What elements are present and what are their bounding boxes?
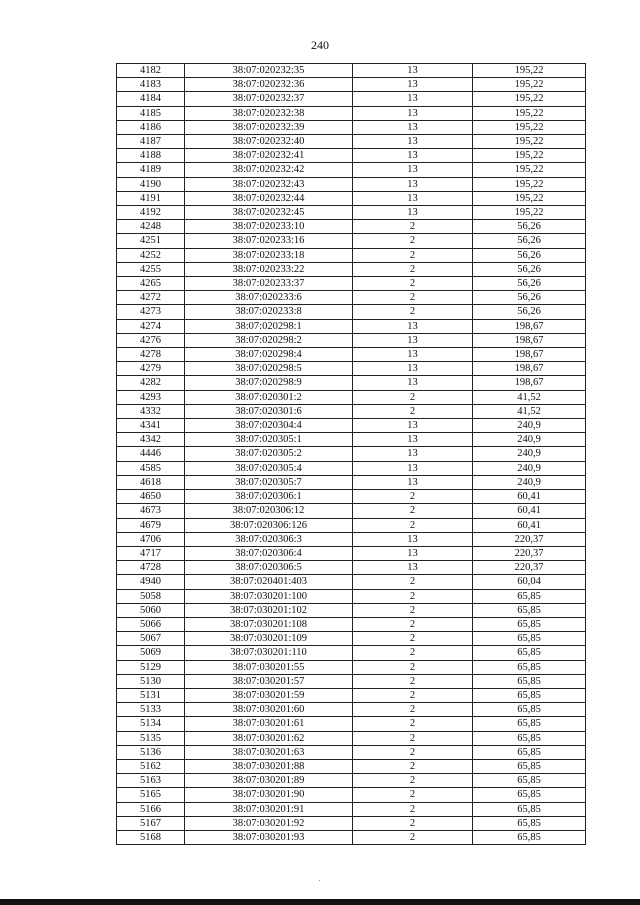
cadastral-number-cell: 38:07:030201:55 — [185, 660, 353, 674]
table-row — [117, 816, 586, 830]
count-cell: 13 — [353, 546, 473, 560]
count-cell: 13 — [353, 475, 473, 489]
value-cell: 60,41 — [473, 518, 586, 532]
table-row — [117, 291, 586, 305]
cadastral-number-cell: 38:07:030201:90 — [185, 788, 353, 802]
table-row — [117, 561, 586, 575]
cadastral-number-cell: 38:07:030201:110 — [185, 646, 353, 660]
value-cell: 60,04 — [473, 575, 586, 589]
value-cell: 56,26 — [473, 262, 586, 276]
cadastral-number-cell: 38:07:020298:2 — [185, 333, 353, 347]
row-number-cell: 4273 — [117, 305, 185, 319]
table-row — [117, 248, 586, 262]
count-cell: 13 — [353, 461, 473, 475]
cadastral-number-cell: 38:07:030201:57 — [185, 674, 353, 688]
table-row — [117, 703, 586, 717]
count-cell: 13 — [353, 433, 473, 447]
table-row — [117, 447, 586, 461]
cadastral-number-cell: 38:07:020233:37 — [185, 277, 353, 291]
value-cell: 198,67 — [473, 348, 586, 362]
cadastral-number-cell: 38:07:020232:38 — [185, 106, 353, 120]
count-cell: 13 — [353, 149, 473, 163]
value-cell: 56,26 — [473, 305, 586, 319]
row-number-cell: 4706 — [117, 532, 185, 546]
cadastral-number-cell: 38:07:020232:42 — [185, 163, 353, 177]
count-cell: 2 — [353, 291, 473, 305]
row-number-cell: 4265 — [117, 277, 185, 291]
table-row — [117, 149, 586, 163]
count-cell: 2 — [353, 788, 473, 802]
table-row — [117, 376, 586, 390]
table-row — [117, 106, 586, 120]
value-cell: 240,9 — [473, 433, 586, 447]
row-number-cell: 4182 — [117, 64, 185, 78]
count-cell: 13 — [353, 191, 473, 205]
cadastral-number-cell: 38:07:020233:10 — [185, 220, 353, 234]
cadastral-number-cell: 38:07:020232:37 — [185, 92, 353, 106]
row-number-cell: 5166 — [117, 802, 185, 816]
table-row — [117, 319, 586, 333]
value-cell: 195,22 — [473, 191, 586, 205]
count-cell: 2 — [353, 305, 473, 319]
count-cell: 2 — [353, 220, 473, 234]
table-row — [117, 646, 586, 660]
value-cell: 56,26 — [473, 277, 586, 291]
value-cell: 195,22 — [473, 92, 586, 106]
count-cell: 13 — [353, 561, 473, 575]
row-number-cell: 5131 — [117, 688, 185, 702]
count-cell: 13 — [353, 120, 473, 134]
value-cell: 56,26 — [473, 220, 586, 234]
row-number-cell: 4728 — [117, 561, 185, 575]
cadastral-number-cell: 38:07:020233:8 — [185, 305, 353, 319]
value-cell: 65,85 — [473, 646, 586, 660]
row-number-cell: 4446 — [117, 447, 185, 461]
count-cell: 2 — [353, 603, 473, 617]
count-cell: 13 — [353, 135, 473, 149]
value-cell: 65,85 — [473, 688, 586, 702]
cadastral-number-cell: 38:07:020306:12 — [185, 504, 353, 518]
value-cell: 240,9 — [473, 419, 586, 433]
table-row — [117, 78, 586, 92]
table-row — [117, 348, 586, 362]
row-number-cell: 4585 — [117, 461, 185, 475]
row-number-cell: 4293 — [117, 390, 185, 404]
cadastral-number-cell: 38:07:020304:4 — [185, 419, 353, 433]
count-cell: 13 — [353, 532, 473, 546]
count-cell: 2 — [353, 802, 473, 816]
row-number-cell: 5129 — [117, 660, 185, 674]
cadastral-number-cell: 38:07:030201:88 — [185, 759, 353, 773]
row-number-cell: 5135 — [117, 731, 185, 745]
table-row — [117, 404, 586, 418]
row-number-cell: 5162 — [117, 759, 185, 773]
cadastral-number-cell: 38:07:020233:22 — [185, 262, 353, 276]
value-cell: 198,67 — [473, 319, 586, 333]
table-row — [117, 206, 586, 220]
table-row — [117, 745, 586, 759]
table-row — [117, 788, 586, 802]
row-number-cell: 4187 — [117, 135, 185, 149]
table-row — [117, 333, 586, 347]
table-row — [117, 674, 586, 688]
table-row — [117, 603, 586, 617]
row-number-cell: 4252 — [117, 248, 185, 262]
count-cell: 2 — [353, 575, 473, 589]
row-number-cell: 4186 — [117, 120, 185, 134]
table-row — [117, 362, 586, 376]
value-cell: 65,85 — [473, 774, 586, 788]
count-cell: 13 — [353, 64, 473, 78]
value-cell: 65,85 — [473, 802, 586, 816]
row-number-cell: 4679 — [117, 518, 185, 532]
cadastral-number-cell: 38:07:030201:109 — [185, 632, 353, 646]
cadastral-number-cell: 38:07:020232:40 — [185, 135, 353, 149]
table-row — [117, 305, 586, 319]
table-row — [117, 191, 586, 205]
cadastral-number-cell: 38:07:020233:16 — [185, 234, 353, 248]
row-number-cell: 5066 — [117, 617, 185, 631]
cadastral-number-cell: 38:07:030201:91 — [185, 802, 353, 816]
table-row — [117, 177, 586, 191]
table-row — [117, 632, 586, 646]
value-cell: 65,85 — [473, 632, 586, 646]
value-cell: 198,67 — [473, 362, 586, 376]
row-number-cell: 4673 — [117, 504, 185, 518]
count-cell: 2 — [353, 646, 473, 660]
table-row — [117, 475, 586, 489]
value-cell: 65,85 — [473, 617, 586, 631]
page-number: 240 — [311, 38, 329, 52]
count-cell: 2 — [353, 816, 473, 830]
cadastral-number-cell: 38:07:020298:1 — [185, 319, 353, 333]
table-row — [117, 774, 586, 788]
cadastral-number-cell: 38:07:030201:63 — [185, 745, 353, 759]
table-row — [117, 163, 586, 177]
cadastral-number-cell: 38:07:030201:59 — [185, 688, 353, 702]
table-row — [117, 546, 586, 560]
table-row — [117, 490, 586, 504]
cadastral-number-cell: 38:07:030201:108 — [185, 617, 353, 631]
table-row — [117, 830, 586, 844]
table-body — [117, 64, 586, 845]
count-cell: 2 — [353, 745, 473, 759]
count-cell: 2 — [353, 504, 473, 518]
cadastral-number-cell: 38:07:020301:2 — [185, 390, 353, 404]
table-row — [117, 575, 586, 589]
cadastral-number-cell: 38:07:020232:41 — [185, 149, 353, 163]
table-row — [117, 433, 586, 447]
value-cell: 65,85 — [473, 816, 586, 830]
table-row — [117, 731, 586, 745]
cadastral-number-cell: 38:07:020306:1 — [185, 490, 353, 504]
count-cell: 2 — [353, 660, 473, 674]
row-number-cell: 5165 — [117, 788, 185, 802]
value-cell: 56,26 — [473, 248, 586, 262]
cadastral-number-cell: 38:07:020401:403 — [185, 575, 353, 589]
value-cell: 195,22 — [473, 64, 586, 78]
table-row — [117, 419, 586, 433]
row-number-cell: 4332 — [117, 404, 185, 418]
row-number-cell: 4274 — [117, 319, 185, 333]
cadastral-number-cell: 38:07:020306:5 — [185, 561, 353, 575]
row-number-cell: 4251 — [117, 234, 185, 248]
row-number-cell: 4618 — [117, 475, 185, 489]
cadastral-number-cell: 38:07:020232:39 — [185, 120, 353, 134]
cadastral-number-cell: 38:07:030201:92 — [185, 816, 353, 830]
cadastral-number-cell: 38:07:020232:36 — [185, 78, 353, 92]
count-cell: 13 — [353, 319, 473, 333]
row-number-cell: 4255 — [117, 262, 185, 276]
value-cell: 65,85 — [473, 759, 586, 773]
cadastral-number-cell: 38:07:030201:100 — [185, 589, 353, 603]
cadastral-number-cell: 38:07:020305:1 — [185, 433, 353, 447]
count-cell: 2 — [353, 674, 473, 688]
table-row — [117, 390, 586, 404]
value-cell: 41,52 — [473, 404, 586, 418]
cadastral-number-cell: 38:07:020233:18 — [185, 248, 353, 262]
row-number-cell: 5136 — [117, 745, 185, 759]
table-row — [117, 92, 586, 106]
cadastral-number-cell: 38:07:020232:44 — [185, 191, 353, 205]
cadastral-number-cell: 38:07:030201:102 — [185, 603, 353, 617]
value-cell: 240,9 — [473, 447, 586, 461]
count-cell: 2 — [353, 688, 473, 702]
cadastral-number-cell: 38:07:020298:4 — [185, 348, 353, 362]
count-cell: 13 — [353, 376, 473, 390]
table-row — [117, 532, 586, 546]
value-cell: 195,22 — [473, 120, 586, 134]
count-cell: 13 — [353, 92, 473, 106]
value-cell: 240,9 — [473, 475, 586, 489]
count-cell: 13 — [353, 163, 473, 177]
row-number-cell: 4342 — [117, 433, 185, 447]
value-cell: 60,41 — [473, 490, 586, 504]
table-row — [117, 759, 586, 773]
cadastral-number-cell: 38:07:030201:93 — [185, 830, 353, 844]
cadastral-number-cell: 38:07:020232:43 — [185, 177, 353, 191]
value-cell: 65,85 — [473, 745, 586, 759]
cadastral-number-cell: 38:07:020305:4 — [185, 461, 353, 475]
row-number-cell: 4279 — [117, 362, 185, 376]
value-cell: 65,85 — [473, 660, 586, 674]
value-cell: 195,22 — [473, 149, 586, 163]
cadastral-number-cell: 38:07:020306:3 — [185, 532, 353, 546]
value-cell: 60,41 — [473, 504, 586, 518]
count-cell: 13 — [353, 106, 473, 120]
cadastral-number-cell: 38:07:020301:6 — [185, 404, 353, 418]
cadastral-number-cell: 38:07:020306:126 — [185, 518, 353, 532]
count-cell: 13 — [353, 447, 473, 461]
count-cell: 2 — [353, 731, 473, 745]
count-cell: 13 — [353, 206, 473, 220]
row-number-cell: 4183 — [117, 78, 185, 92]
count-cell: 2 — [353, 589, 473, 603]
count-cell: 13 — [353, 333, 473, 347]
value-cell: 65,85 — [473, 717, 586, 731]
table-row — [117, 461, 586, 475]
value-cell: 220,37 — [473, 546, 586, 560]
row-number-cell: 5130 — [117, 674, 185, 688]
value-cell: 198,67 — [473, 376, 586, 390]
cadastral-number-cell: 38:07:030201:60 — [185, 703, 353, 717]
value-cell: 240,9 — [473, 461, 586, 475]
value-cell: 65,85 — [473, 674, 586, 688]
data-table-container — [116, 63, 585, 845]
cadastral-number-cell: 38:07:020306:4 — [185, 546, 353, 560]
count-cell: 2 — [353, 759, 473, 773]
value-cell: 195,22 — [473, 206, 586, 220]
row-number-cell: 4276 — [117, 333, 185, 347]
count-cell: 2 — [353, 234, 473, 248]
row-number-cell: 4248 — [117, 220, 185, 234]
value-cell: 56,26 — [473, 234, 586, 248]
row-number-cell: 4189 — [117, 163, 185, 177]
row-number-cell: 5058 — [117, 589, 185, 603]
table-row — [117, 504, 586, 518]
cadastral-number-cell: 38:07:020298:9 — [185, 376, 353, 390]
table-row — [117, 277, 586, 291]
value-cell: 65,85 — [473, 788, 586, 802]
scan-bottom-edge — [0, 899, 640, 905]
table-row — [117, 234, 586, 248]
row-number-cell: 4190 — [117, 177, 185, 191]
count-cell: 2 — [353, 617, 473, 631]
cadastral-number-cell: 38:07:020232:45 — [185, 206, 353, 220]
row-number-cell: 4188 — [117, 149, 185, 163]
scan-speck — [319, 880, 320, 881]
row-number-cell: 4650 — [117, 490, 185, 504]
cadastral-number-cell: 38:07:030201:89 — [185, 774, 353, 788]
count-cell: 13 — [353, 348, 473, 362]
row-number-cell: 4717 — [117, 546, 185, 560]
cadastral-number-cell: 38:07:020305:2 — [185, 447, 353, 461]
row-number-cell: 5069 — [117, 646, 185, 660]
cadastral-number-cell: 38:07:020298:5 — [185, 362, 353, 376]
row-number-cell: 5060 — [117, 603, 185, 617]
row-number-cell: 4191 — [117, 191, 185, 205]
count-cell: 2 — [353, 404, 473, 418]
value-cell: 220,37 — [473, 532, 586, 546]
count-cell: 2 — [353, 277, 473, 291]
value-cell: 195,22 — [473, 163, 586, 177]
row-number-cell: 5167 — [117, 816, 185, 830]
count-cell: 2 — [353, 774, 473, 788]
table-row — [117, 135, 586, 149]
row-number-cell: 4940 — [117, 575, 185, 589]
value-cell: 65,85 — [473, 731, 586, 745]
row-number-cell: 5134 — [117, 717, 185, 731]
count-cell: 2 — [353, 248, 473, 262]
count-cell: 2 — [353, 390, 473, 404]
value-cell: 56,26 — [473, 291, 586, 305]
value-cell: 195,22 — [473, 177, 586, 191]
row-number-cell: 4278 — [117, 348, 185, 362]
table-row — [117, 617, 586, 631]
row-number-cell: 4192 — [117, 206, 185, 220]
count-cell: 2 — [353, 632, 473, 646]
count-cell: 13 — [353, 419, 473, 433]
cadastral-number-cell: 38:07:020233:6 — [185, 291, 353, 305]
count-cell: 2 — [353, 490, 473, 504]
row-number-cell: 5133 — [117, 703, 185, 717]
value-cell: 65,85 — [473, 703, 586, 717]
table-row — [117, 518, 586, 532]
value-cell: 65,85 — [473, 830, 586, 844]
value-cell: 220,37 — [473, 561, 586, 575]
count-cell: 2 — [353, 262, 473, 276]
row-number-cell: 4341 — [117, 419, 185, 433]
cadastral-number-cell: 38:07:020305:7 — [185, 475, 353, 489]
value-cell: 195,22 — [473, 106, 586, 120]
table-row — [117, 660, 586, 674]
table-row — [117, 688, 586, 702]
row-number-cell: 5168 — [117, 830, 185, 844]
count-cell: 2 — [353, 518, 473, 532]
row-number-cell: 4185 — [117, 106, 185, 120]
count-cell: 2 — [353, 717, 473, 731]
table-row — [117, 802, 586, 816]
row-number-cell: 4272 — [117, 291, 185, 305]
row-number-cell: 4282 — [117, 376, 185, 390]
table-row — [117, 262, 586, 276]
count-cell: 2 — [353, 703, 473, 717]
row-number-cell: 4184 — [117, 92, 185, 106]
table-row — [117, 220, 586, 234]
value-cell: 195,22 — [473, 135, 586, 149]
table-row — [117, 589, 586, 603]
cadastral-number-cell: 38:07:020232:35 — [185, 64, 353, 78]
row-number-cell: 5067 — [117, 632, 185, 646]
count-cell: 13 — [353, 362, 473, 376]
value-cell: 195,22 — [473, 78, 586, 92]
data-table — [116, 63, 586, 845]
value-cell: 65,85 — [473, 603, 586, 617]
table-row — [117, 717, 586, 731]
count-cell: 2 — [353, 830, 473, 844]
cadastral-number-cell: 38:07:030201:61 — [185, 717, 353, 731]
count-cell: 13 — [353, 177, 473, 191]
value-cell: 65,85 — [473, 589, 586, 603]
value-cell: 198,67 — [473, 333, 586, 347]
cadastral-number-cell: 38:07:030201:62 — [185, 731, 353, 745]
count-cell: 13 — [353, 78, 473, 92]
row-number-cell: 5163 — [117, 774, 185, 788]
table-row — [117, 120, 586, 134]
table-row — [117, 64, 586, 78]
value-cell: 41,52 — [473, 390, 586, 404]
